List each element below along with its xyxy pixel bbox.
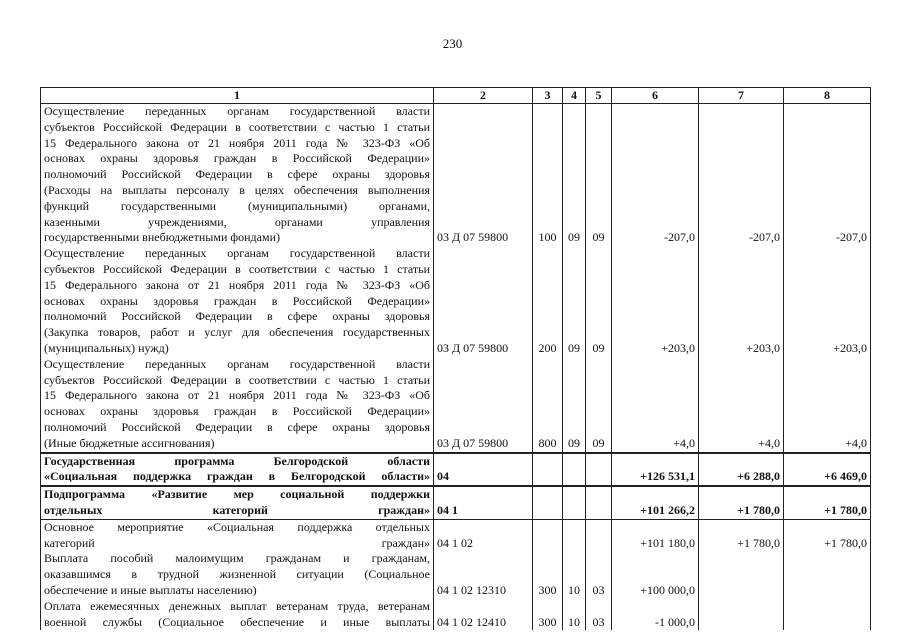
column-header: 3: [533, 88, 563, 104]
table-row: [41, 357, 871, 453]
amount-year-1: -207,0: [612, 104, 699, 247]
budget-code: 03 Д 07 59800: [434, 104, 533, 247]
expense-type-code: [533, 453, 563, 487]
column-header: 1: [41, 88, 434, 104]
page-number: 230: [442, 36, 463, 51]
expense-type-code: [533, 486, 563, 519]
expense-type-code: 300: [533, 551, 563, 598]
description-line: полномочий Российской Федерации в сфере охраны здоровья: [44, 419, 430, 434]
amount-year-3: +4,0: [784, 357, 871, 453]
description-line: Подпрограмма «Развитие мер социальной поддержки: [44, 487, 430, 502]
expense-type-code: 300: [533, 599, 563, 631]
description-line: Осуществление переданных органам государственной власти: [44, 246, 430, 261]
subsection-code: 03: [586, 551, 612, 598]
description-line: категорий граждан»: [44, 535, 430, 550]
row-description: [41, 551, 434, 598]
amount-year-1: +101 180,0: [612, 519, 699, 551]
description-line: 15 Федерального закона от 21 ноября 2011 года № 323-ФЗ «Об: [44, 277, 430, 292]
description-line: полномочий Российской Федерации в сфере охраны здоровья: [44, 167, 430, 182]
amount-year-2: [699, 599, 784, 631]
budget-code: 04 1 02 12410: [434, 599, 533, 631]
budget-code: 03 Д 07 59800: [434, 357, 533, 453]
amount-year-3: -207,0: [784, 104, 871, 247]
description-line: Осуществление переданных органам государственной власти: [44, 356, 430, 371]
description-line: основах охраны здоровья граждан в Российской Федерации»: [44, 293, 430, 308]
table-header-row: [41, 88, 871, 104]
amount-year-1: -1 000,0: [612, 599, 699, 631]
amount-year-2: +4,0: [699, 357, 784, 453]
description-line: отдельных категорий граждан»: [44, 502, 430, 517]
description-line: 15 Федерального закона от 21 ноября 2011 года № 323-ФЗ «Об: [44, 135, 430, 150]
description-line: Государственная программа Белгородской области: [44, 453, 430, 468]
expense-type-code: [533, 519, 563, 551]
description-line: (муниципальных) нужд): [44, 340, 169, 355]
table-row: [41, 599, 871, 631]
column-header: 2: [434, 88, 533, 104]
description-line: военной службы (Социальное обеспечение и иные выплаты: [44, 614, 430, 629]
description-line: «Социальная поддержка граждан в Белгородской области»: [44, 469, 430, 484]
expense-type-code: 800: [533, 357, 563, 453]
section-code: 09: [563, 246, 586, 357]
table-row: [41, 104, 871, 247]
amount-year-3: +1 780,0: [784, 519, 871, 551]
row-description: [41, 357, 434, 453]
amount-year-2: +1 780,0: [699, 519, 784, 551]
table-row: [41, 551, 871, 598]
column-header: 6: [612, 88, 699, 104]
row-description: [41, 104, 434, 247]
row-description: [41, 486, 434, 519]
section-code: [563, 453, 586, 487]
description-line: государственными внебюджетными фондами): [44, 230, 281, 245]
budget-code: 03 Д 07 59800: [434, 246, 533, 357]
subsection-code: 09: [586, 246, 612, 357]
table-row: [41, 486, 871, 519]
amount-year-2: +6 288,0: [699, 453, 784, 487]
amount-year-1: +100 000,0: [612, 551, 699, 598]
row-description: [41, 599, 434, 631]
description-line: субъектов Российской Федерации в соответствии с частью 1 статьи: [44, 372, 430, 387]
table-row: [41, 453, 871, 487]
subsection-code: 03: [586, 599, 612, 631]
budget-code: 04 1 02 12310: [434, 551, 533, 598]
expense-type-code: 100: [533, 104, 563, 247]
budget-table: [40, 87, 871, 630]
section-code: [563, 519, 586, 551]
subsection-code: 09: [586, 357, 612, 453]
amount-year-3: +1 780,0: [784, 486, 871, 519]
description-line: субъектов Российской Федерации в соответствии с частью 1 статьи: [44, 261, 430, 276]
description-line: основах охраны здоровья граждан в Российской Федерации»: [44, 151, 430, 166]
budget-code: 04: [434, 453, 533, 487]
description-line: Основное мероприятие «Социальная поддержка отдельных: [44, 519, 430, 534]
description-line: (Закупка товаров, работ и услуг для обеспечения государственных: [44, 325, 430, 340]
subsection-code: [586, 519, 612, 551]
description-line: полномочий Российской Федерации в сфере охраны здоровья: [44, 309, 430, 324]
table-body: [41, 104, 871, 631]
budget-code: 04 1: [434, 486, 533, 519]
subsection-code: 09: [586, 104, 612, 247]
description-line: Оплата ежемесячных денежных выплат ветеранам труда, ветеранам: [44, 598, 430, 613]
amount-year-1: +203,0: [612, 246, 699, 357]
description-line: 15 Федерального закона от 21 ноября 2011 года № 323-ФЗ «Об: [44, 388, 430, 403]
amount-year-2: +203,0: [699, 246, 784, 357]
description-line: Осуществление переданных органам государственной власти: [44, 104, 430, 118]
column-header: 4: [563, 88, 586, 104]
description-line: оказавшимся в трудной жизненной ситуации (Социальное: [44, 567, 430, 582]
row-description: [41, 246, 434, 357]
amount-year-3: +203,0: [784, 246, 871, 357]
section-code: 09: [563, 357, 586, 453]
section-code: [563, 486, 586, 519]
amount-year-3: [784, 599, 871, 631]
column-header: 8: [784, 88, 871, 104]
expense-type-code: 200: [533, 246, 563, 357]
amount-year-1: +126 531,1: [612, 453, 699, 487]
amount-year-2: [699, 551, 784, 598]
amount-year-2: -207,0: [699, 104, 784, 247]
description-line: (Расходы на выплаты персоналу в целях обеспечения выполнения: [44, 182, 430, 197]
section-code: 10: [563, 551, 586, 598]
description-line: казенными учреждениями, органами управления: [44, 214, 430, 229]
subsection-code: [586, 486, 612, 519]
description-line: обеспечение и иные выплаты населению): [44, 582, 257, 597]
subsection-code: [586, 453, 612, 487]
amount-year-3: [784, 551, 871, 598]
row-description: [41, 519, 434, 551]
section-code: 10: [563, 599, 586, 631]
amount-year-3: +6 469,0: [784, 453, 871, 487]
section-code: 09: [563, 104, 586, 247]
description-line: основах охраны здоровья граждан в Российской Федерации»: [44, 404, 430, 419]
amount-year-1: +4,0: [612, 357, 699, 453]
row-description: [41, 453, 434, 487]
amount-year-1: +101 266,2: [612, 486, 699, 519]
description-line: функций государственными (муниципальными) органами,: [44, 198, 430, 213]
amount-year-2: +1 780,0: [699, 486, 784, 519]
budget-code: 04 1 02: [434, 519, 533, 551]
description-line: (Иные бюджетные ассигнования): [44, 435, 215, 450]
description-line: Выплата пособий малоимущим гражданам и гражданам,: [44, 551, 430, 566]
column-header: 5: [586, 88, 612, 104]
table-row: [41, 519, 871, 551]
table-row: [41, 246, 871, 357]
column-header: 7: [699, 88, 784, 104]
description-line: субъектов Российской Федерации в соответствии с частью 1 статьи: [44, 119, 430, 134]
